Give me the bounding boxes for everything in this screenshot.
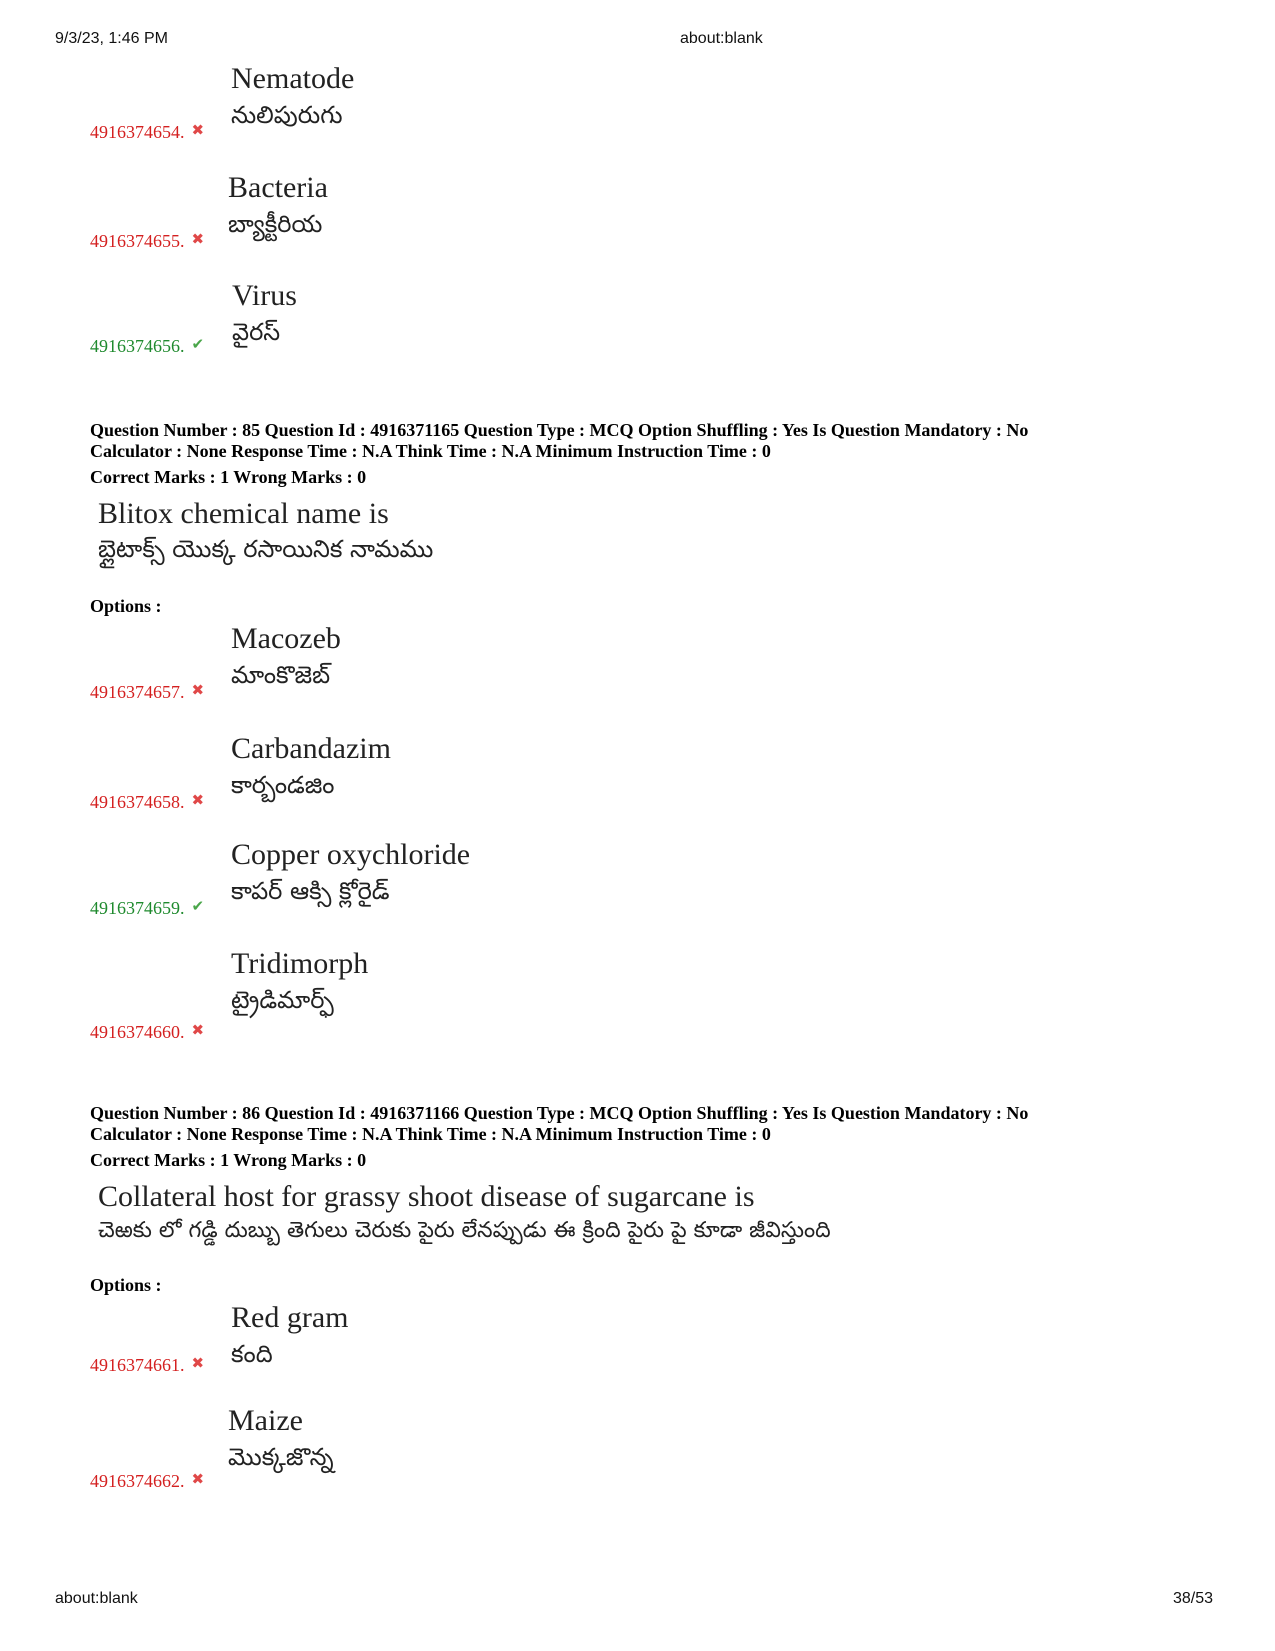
option-text-en: Copper oxychloride bbox=[231, 838, 471, 871]
wrong-cross-icon: ✖ bbox=[191, 1470, 205, 1488]
print-footer-url: about:blank bbox=[55, 1590, 138, 1607]
option-id bbox=[90, 122, 204, 143]
wrong-cross-icon: ✖ bbox=[191, 681, 205, 699]
option-id-text: 4916374655. bbox=[90, 231, 185, 251]
option-id-text: 4916374662. bbox=[90, 1471, 185, 1491]
option-id-text: 4916374654. bbox=[90, 122, 185, 142]
option-text-te: ట్రైడిమార్ఫ్ bbox=[231, 986, 334, 1014]
correct-check-icon: ✔ bbox=[191, 897, 205, 915]
option-text-en: Carbandazim bbox=[231, 732, 391, 765]
question-meta-line1: Question Number : 85 Question Id : 4916371165 Question Type : MCQ Option Shuffling : Yes Is Question Mandatory : No bbox=[90, 420, 1029, 440]
option-id-text: 4916374659. bbox=[90, 898, 185, 918]
option-text-te: కాపర్ ఆక్సి క్లోరైడ్ bbox=[231, 877, 390, 905]
option-id bbox=[90, 1355, 204, 1376]
question-text-en: Blitox chemical name is bbox=[98, 497, 389, 530]
wrong-cross-icon: ✖ bbox=[191, 791, 205, 809]
option-text-en: Bacteria bbox=[228, 171, 328, 204]
wrong-cross-icon: ✖ bbox=[191, 230, 205, 248]
option-id bbox=[90, 1471, 204, 1492]
option-id bbox=[90, 898, 204, 919]
correct-check-icon: ✔ bbox=[191, 335, 205, 353]
option-text-te: మాంకొజెబ్ bbox=[231, 661, 331, 689]
page-number: 38/53 bbox=[1173, 1590, 1214, 1607]
option-text-en: Virus bbox=[232, 279, 297, 312]
question-marks: Correct Marks : 1 Wrong Marks : 0 bbox=[90, 467, 367, 487]
option-text-te: మొక్కజొన్న bbox=[228, 1443, 334, 1471]
option-text-en: Nematode bbox=[231, 62, 355, 95]
question-meta-line2: Calculator : None Response Time : N.A Think Time : N.A Minimum Instruction Time : 0 bbox=[90, 1124, 771, 1144]
option-id bbox=[90, 682, 204, 703]
option-text-te: బ్యాక్టీరియ bbox=[228, 210, 323, 238]
option-id bbox=[90, 231, 204, 252]
option-text-en: Macozeb bbox=[231, 622, 341, 655]
wrong-cross-icon: ✖ bbox=[191, 1354, 205, 1372]
options-label: Options : bbox=[90, 596, 162, 616]
wrong-cross-icon: ✖ bbox=[191, 121, 205, 139]
option-text-en: Red gram bbox=[231, 1301, 349, 1334]
option-id-text: 4916374658. bbox=[90, 792, 185, 812]
question-text-te: చెఱకు లో గడ్డి దుబ్బు తెగులు చెరుకు పైరు లేనప్పుడు ఈ క్రింది పైరు పై కూడా జీవిస్తుంది bbox=[98, 1218, 831, 1243]
option-id-text: 4916374660. bbox=[90, 1022, 185, 1042]
option-text-en: Maize bbox=[228, 1404, 303, 1437]
option-text-te: వైరస్ bbox=[232, 318, 281, 346]
wrong-cross-icon: ✖ bbox=[191, 1021, 205, 1039]
option-id-text: 4916374661. bbox=[90, 1355, 185, 1375]
options-label: Options : bbox=[90, 1275, 162, 1295]
question-meta-line1: Question Number : 86 Question Id : 4916371166 Question Type : MCQ Option Shuffling : Yes Is Question Mandatory : No bbox=[90, 1103, 1029, 1123]
option-text-te: నులిపురుగు bbox=[231, 101, 343, 129]
question-text-te: బ్లైటాక్స్ యొక్క రసాయినిక నామము bbox=[98, 535, 434, 563]
option-text-te: కార్బండజిం bbox=[231, 771, 335, 799]
option-text-en: Tridimorph bbox=[231, 947, 369, 980]
print-date: 9/3/23, 1:46 PM bbox=[55, 30, 168, 47]
option-id bbox=[90, 336, 204, 357]
question-marks: Correct Marks : 1 Wrong Marks : 0 bbox=[90, 1150, 367, 1170]
option-text-te: కంది bbox=[231, 1340, 273, 1368]
print-title: about:blank bbox=[680, 30, 763, 47]
question-meta-line2: Calculator : None Response Time : N.A Think Time : N.A Minimum Instruction Time : 0 bbox=[90, 441, 771, 461]
option-id bbox=[90, 1022, 204, 1043]
option-id bbox=[90, 792, 204, 813]
option-id-text: 4916374656. bbox=[90, 336, 185, 356]
option-id-text: 4916374657. bbox=[90, 682, 185, 702]
question-text-en: Collateral host for grassy shoot disease of sugarcane is bbox=[98, 1180, 755, 1213]
